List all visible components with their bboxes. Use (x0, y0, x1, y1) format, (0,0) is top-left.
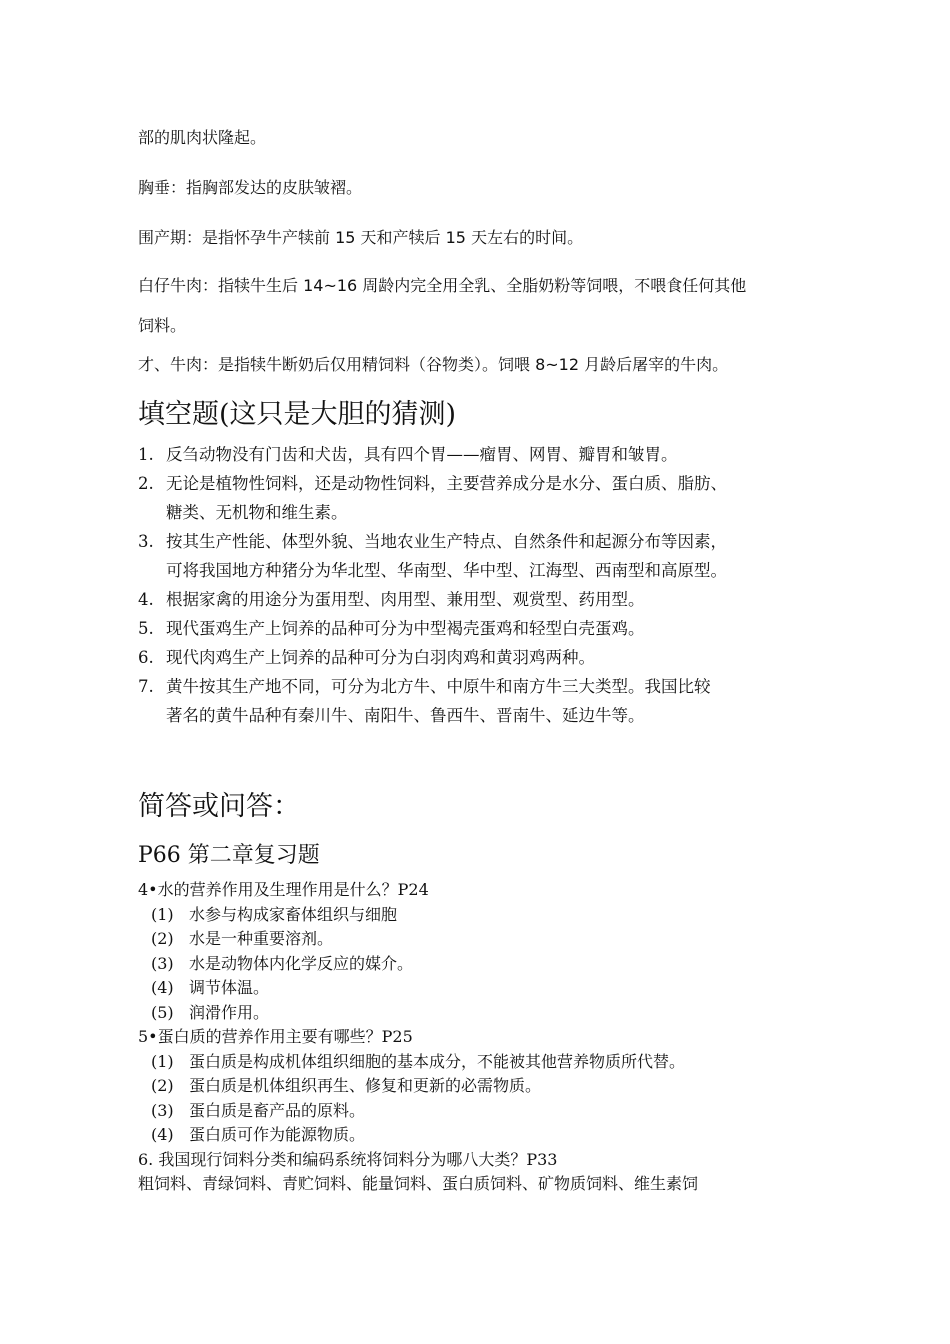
qa-heading: 简答或问答： (138, 791, 300, 822)
answer-paragraph: 粗饲料、青绿饲料、青贮饲料、能量饲料、蛋白质饲料、矿物质饲料、维生素饲 (138, 1174, 699, 1193)
answer-item (138, 976, 838, 1001)
answer-text: 水参与构成家畜体组织与细胞 (189, 904, 398, 924)
list-item (138, 643, 828, 672)
item-number: 2. (138, 474, 154, 493)
answer-item (138, 1099, 838, 1124)
answer-number: (3) (151, 953, 174, 973)
answer-number: (2) (151, 929, 174, 948)
list-item-continuation (138, 498, 828, 527)
item-text: 根据家禽的用途分为蛋用型、肉用型、兼用型、观赏型、药用型。 (166, 590, 645, 609)
item-text: 现代肉鸡生产上饲养的品种可分为白羽肉鸡和黄羽鸡两种。 (166, 648, 595, 667)
item-text: 著名的黄牛品种有秦川牛、南阳牛、鲁西牛、晋南牛、延边牛等。 (166, 706, 645, 725)
item-number: 6. (138, 648, 154, 667)
answer-item (138, 927, 838, 952)
qa-subheading: P66 第二章复习题 (138, 843, 320, 868)
answer-text: 润滑作用。 (189, 1002, 270, 1022)
definition-veal-line2: 饲料。 (138, 316, 187, 335)
item-number: 1. (138, 445, 154, 464)
answer-number: (4) (151, 978, 174, 997)
list-item (138, 614, 828, 643)
answer-text: 蛋白质是构成机体组织细胞的基本成分，不能被其他营养物质所代替。 (189, 1051, 686, 1071)
answer-item (138, 1123, 838, 1148)
answer-item (138, 1050, 838, 1075)
item-number-spacer (138, 498, 166, 527)
list-item (138, 527, 828, 556)
answer-item (138, 1001, 838, 1026)
answer-item (138, 903, 838, 928)
item-text: 糖类、无机物和维生素。 (166, 503, 348, 522)
answer-number: (4) (151, 1125, 174, 1144)
answer-text: 水是一种重要溶剂。 (189, 929, 334, 948)
item-text: 可将我国地方种猪分为华北型、华南型、华中型、江海型、西南型和高原型。 (166, 561, 727, 580)
answer-text: 水是动物体内化学反应的媒介。 (189, 953, 414, 973)
list-item (138, 672, 828, 701)
answer-text: 蛋白质可作为能源物质。 (189, 1125, 366, 1144)
definition-veal-line1: 白仔牛肉：指犊牛生后 14~16 周龄内完全用全乳、全脂奶粉等饲喂，不喂食任何其他 (138, 276, 747, 295)
question-5: 5•蛋白质的营养作用主要有哪些？P25 (138, 1027, 413, 1046)
item-number: 3. (138, 532, 154, 551)
answer-item (138, 952, 838, 977)
item-text: 反刍动物没有门齿和犬齿，具有四个胃——瘤胃、网胃、瓣胃和皱胃。 (166, 445, 678, 464)
answer-number: (2) (151, 1076, 174, 1095)
fill-blank-heading: 填空题(这只是大胆的猜测) (138, 399, 457, 430)
list-item-continuation (138, 556, 828, 585)
definition-fragment: 部的肌肉状隆起。 (138, 128, 267, 147)
answer-number: (1) (151, 904, 174, 924)
item-number-spacer (138, 701, 166, 730)
item-text: 按其生产性能、体型外貌、当地农业生产特点、自然条件和起源分布等因素， (166, 532, 727, 551)
item-number: 4. (138, 590, 154, 609)
answer-number: (1) (151, 1051, 174, 1071)
item-number: 5. (138, 619, 154, 638)
answer-text: 调节体温。 (189, 978, 270, 997)
list-item (138, 585, 828, 614)
definition-dewlap: 胸垂：指胸部发达的皮肤皱褶。 (138, 178, 363, 197)
list-item (138, 469, 828, 498)
item-text: 无论是植物性饲料，还是动物性饲料，主要营养成分是水分、蛋白质、脂肪、 (166, 474, 727, 493)
item-number-spacer (138, 556, 166, 585)
list-item-continuation (138, 701, 828, 730)
answer-text: 蛋白质是机体组织再生、修复和更新的必需物质。 (189, 1076, 542, 1095)
qa-body (138, 878, 838, 1197)
answer-item (138, 1074, 838, 1099)
question-4: 4•水的营养作用及生理作用是什么？P24 (138, 880, 429, 899)
item-text: 黄牛按其生产地不同，可分为北方牛、中原牛和南方牛三大类型。我国比较 (166, 677, 711, 696)
item-number: 7. (138, 677, 154, 696)
item-text: 现代蛋鸡生产上饲养的品种可分为中型褐壳蛋鸡和轻型白壳蛋鸡。 (166, 619, 645, 638)
definition-perinatal: 围产期：是指怀孕牛产犊前 15 天和产犊后 15 天左右的时间。 (138, 228, 584, 247)
definition-beef: 才、牛肉：是指犊牛断奶后仅用精饲料（谷物类）。饲喂 8~12 月龄后屠宰的牛肉。 (138, 355, 729, 374)
answer-number: (3) (151, 1100, 174, 1120)
list-item (138, 440, 828, 469)
question-6: 6. 我国现行饲料分类和编码系统将饲料分为哪八大类？P33 (138, 1149, 558, 1169)
fill-blank-list (138, 440, 828, 730)
answer-text: 蛋白质是畜产品的原料。 (189, 1100, 366, 1120)
answer-number: (5) (151, 1002, 174, 1022)
